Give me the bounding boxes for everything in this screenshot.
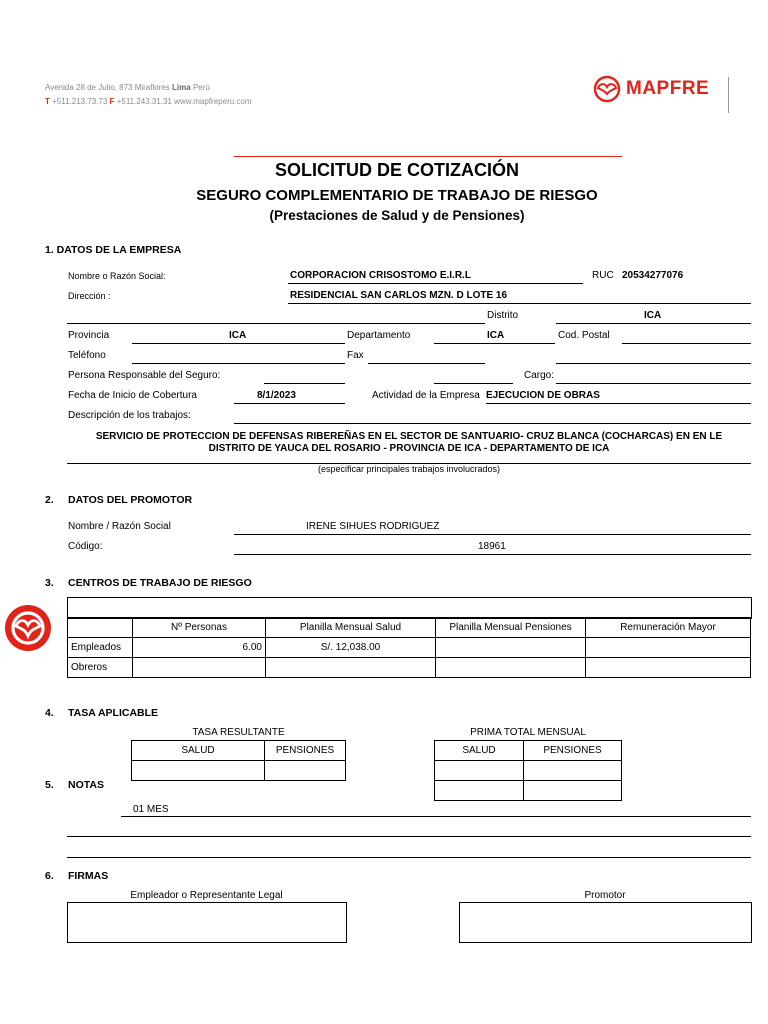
fecha-line <box>234 403 345 404</box>
promotor-nombre-line <box>234 534 751 535</box>
section-2-number: 2. <box>45 494 54 506</box>
descripcion-note: (especificar principales trabajos involucrados) <box>317 464 501 474</box>
fax-label: Fax <box>347 350 364 361</box>
promotor-signature-label: Promotor <box>584 890 626 901</box>
table-header-cell: Nº Personas <box>133 618 266 638</box>
fecha-value: 8/1/2023 <box>257 390 296 401</box>
notas-line-1 <box>121 816 751 817</box>
row-label: Empleados <box>68 638 133 658</box>
section-5-number: 5. <box>45 779 54 791</box>
section-4-heading: TASA APLICABLE <box>68 707 159 719</box>
row-label: Obreros <box>68 658 133 678</box>
provincia-label: Provincia <box>68 330 110 341</box>
fax-line-2 <box>556 363 751 364</box>
responsable-line-2 <box>434 383 513 384</box>
tasa-salud-header: SALUD <box>132 741 265 761</box>
actividad-line <box>486 403 751 404</box>
fecha-label: Fecha de Inicio de Cobertura <box>68 390 197 401</box>
tel-value: +511.213.73.73 <box>49 97 110 106</box>
promotor-codigo-value: 18961 <box>478 541 506 552</box>
section-5-heading: NOTAS <box>68 779 104 791</box>
section-2-heading: DATOS DEL PROMOTOR <box>68 494 193 506</box>
promotor-codigo-label: Código: <box>68 541 103 552</box>
tasa-salud-cell <box>132 761 265 781</box>
prima-pensiones-cell-2 <box>524 781 622 801</box>
postal-label: Cod. Postal <box>558 330 610 341</box>
provincia-line <box>132 343 345 344</box>
razon-social-value: CORPORACION CRISOSTOMO E.I.R.L <box>290 270 471 281</box>
departamento-label: Departamento <box>347 330 411 341</box>
centros-header-box <box>67 597 752 619</box>
notas-line-2 <box>67 836 751 837</box>
promotor-nombre-label: Nombre / Razón Social <box>68 521 171 532</box>
prima-salud-cell <box>435 761 524 781</box>
table-row <box>68 638 751 658</box>
notas-line-3 <box>67 857 751 858</box>
ruc-value: 20534277076 <box>622 270 684 281</box>
page-subtitle: SEGURO COMPLEMENTARIO DE TRABAJO DE RIESGO <box>196 187 598 204</box>
prima-total-title: PRIMA TOTAL MENSUAL <box>470 727 586 738</box>
prima-pensiones-cell <box>524 761 622 781</box>
promotor-signature-box[interactable] <box>459 902 752 943</box>
distrito-line <box>556 323 751 324</box>
departamento-line <box>434 343 555 344</box>
tasa-resultante-title: TASA RESULTANTE <box>192 727 285 738</box>
prima-salud-cell-2 <box>435 781 524 801</box>
direccion-label: Dirección : <box>68 291 111 301</box>
departamento-value: ICA <box>487 330 505 341</box>
descripcion-value-2: DISTRITO DE YAUCA DEL ROSARIO - PROVINCIA DE ICA - DEPARTAMENTO DE ICA <box>208 443 610 454</box>
razon-social-label: Nombre o Razón Social: <box>68 271 166 281</box>
address-city: Lima <box>172 83 191 92</box>
salud-cell <box>266 658 436 678</box>
company-address <box>45 83 210 92</box>
centros-table <box>67 617 751 678</box>
pensiones-cell <box>436 658 586 678</box>
tasa-table <box>131 740 346 781</box>
section-6-heading: FIRMAS <box>68 870 109 882</box>
tasa-pensiones-header: PENSIONES <box>265 741 346 761</box>
personas-cell: 6.00 <box>133 638 266 658</box>
cargo-label: Cargo: <box>524 370 555 381</box>
distrito-label: Distrito <box>487 310 519 321</box>
table-header-cell: Planilla Mensual Pensiones <box>436 618 586 638</box>
empleador-signature-label: Empleador o Representante Legal <box>130 890 283 901</box>
tasa-pensiones-cell <box>265 761 346 781</box>
table-row <box>68 658 751 678</box>
fax-web-value: +511.243.31.31 www.mapfreperu.com <box>114 97 252 106</box>
direccion-line-2 <box>67 323 485 324</box>
section-1-heading: 1. DATOS DE LA EMPRESA <box>45 244 182 256</box>
telefono-line <box>132 363 345 364</box>
section-3-heading: CENTROS DE TRABAJO DE RIESGO <box>68 577 252 589</box>
distrito-value: ICA <box>644 310 662 321</box>
fax-label: F <box>109 97 115 106</box>
direccion-value: RESIDENCIAL SAN CARLOS MZN. D LOTE 16 <box>290 290 508 301</box>
page-subtitle-paren: (Prestaciones de Salud y de Pensiones) <box>269 208 525 223</box>
promotor-nombre-value: IRENE SIHUES RODRIGUEZ <box>306 521 440 532</box>
table-header-cell <box>68 618 133 638</box>
section-3-number: 3. <box>45 577 54 589</box>
remuneracion-cell <box>586 638 751 658</box>
table-header-row <box>68 618 751 638</box>
fax-line <box>368 363 485 364</box>
address-country: Perú <box>190 83 210 92</box>
mapfre-trebol-icon <box>4 604 52 652</box>
mapfre-trebol-icon <box>593 75 621 103</box>
prima-salud-header: SALUD <box>435 741 524 761</box>
descripcion-value-1: SERVICIO DE PROTECCION DE DEFENSAS RIBEREÑAS EN EL SECTOR DE SANTUARIO- CRUZ BLANCA (COCHARCAS) EN EN LE <box>95 431 723 442</box>
remuneracion-cell <box>586 658 751 678</box>
address-street: Avenida 28 de Julio, 873 Miraflores <box>45 83 173 92</box>
salud-cell: S/. 12,038.00 <box>266 638 436 658</box>
logo-divider <box>728 77 729 113</box>
pensiones-cell <box>436 638 586 658</box>
prima-pensiones-header: PENSIONES <box>524 741 622 761</box>
telefono-label: Teléfono <box>68 350 106 361</box>
tel-label: T <box>45 97 50 106</box>
personas-cell <box>133 658 266 678</box>
company-contacts <box>45 97 252 106</box>
cargo-line <box>556 383 751 384</box>
prima-table <box>434 740 622 801</box>
title-rule <box>234 156 622 157</box>
responsable-line-1 <box>264 383 345 384</box>
provincia-value: ICA <box>229 330 247 341</box>
section-6-number: 6. <box>45 870 54 882</box>
empleador-signature-box[interactable] <box>67 902 347 943</box>
brand-name: MAPFRE <box>626 78 710 99</box>
table-header-cell: Remuneración Mayor <box>586 618 751 638</box>
section-4-number: 4. <box>45 707 54 719</box>
page-title: SOLICITUD DE COTIZACIÓN <box>275 160 519 180</box>
descripcion-line-top <box>234 423 751 424</box>
descripcion-label: Descripción de los trabajos: <box>68 410 191 421</box>
responsable-label: Persona Responsable del Seguro: <box>68 370 221 381</box>
ruc-label: RUC <box>592 270 614 281</box>
promotor-codigo-line <box>234 554 751 555</box>
postal-line <box>622 343 751 344</box>
actividad-value: EJECUCION DE OBRAS <box>486 390 600 401</box>
notas-value: 01 MES <box>133 804 169 815</box>
razon-social-line <box>288 283 583 284</box>
table-header-cell: Planilla Mensual Salud <box>266 618 436 638</box>
actividad-label: Actividad de la Empresa <box>372 390 480 401</box>
direccion-line <box>288 303 751 304</box>
